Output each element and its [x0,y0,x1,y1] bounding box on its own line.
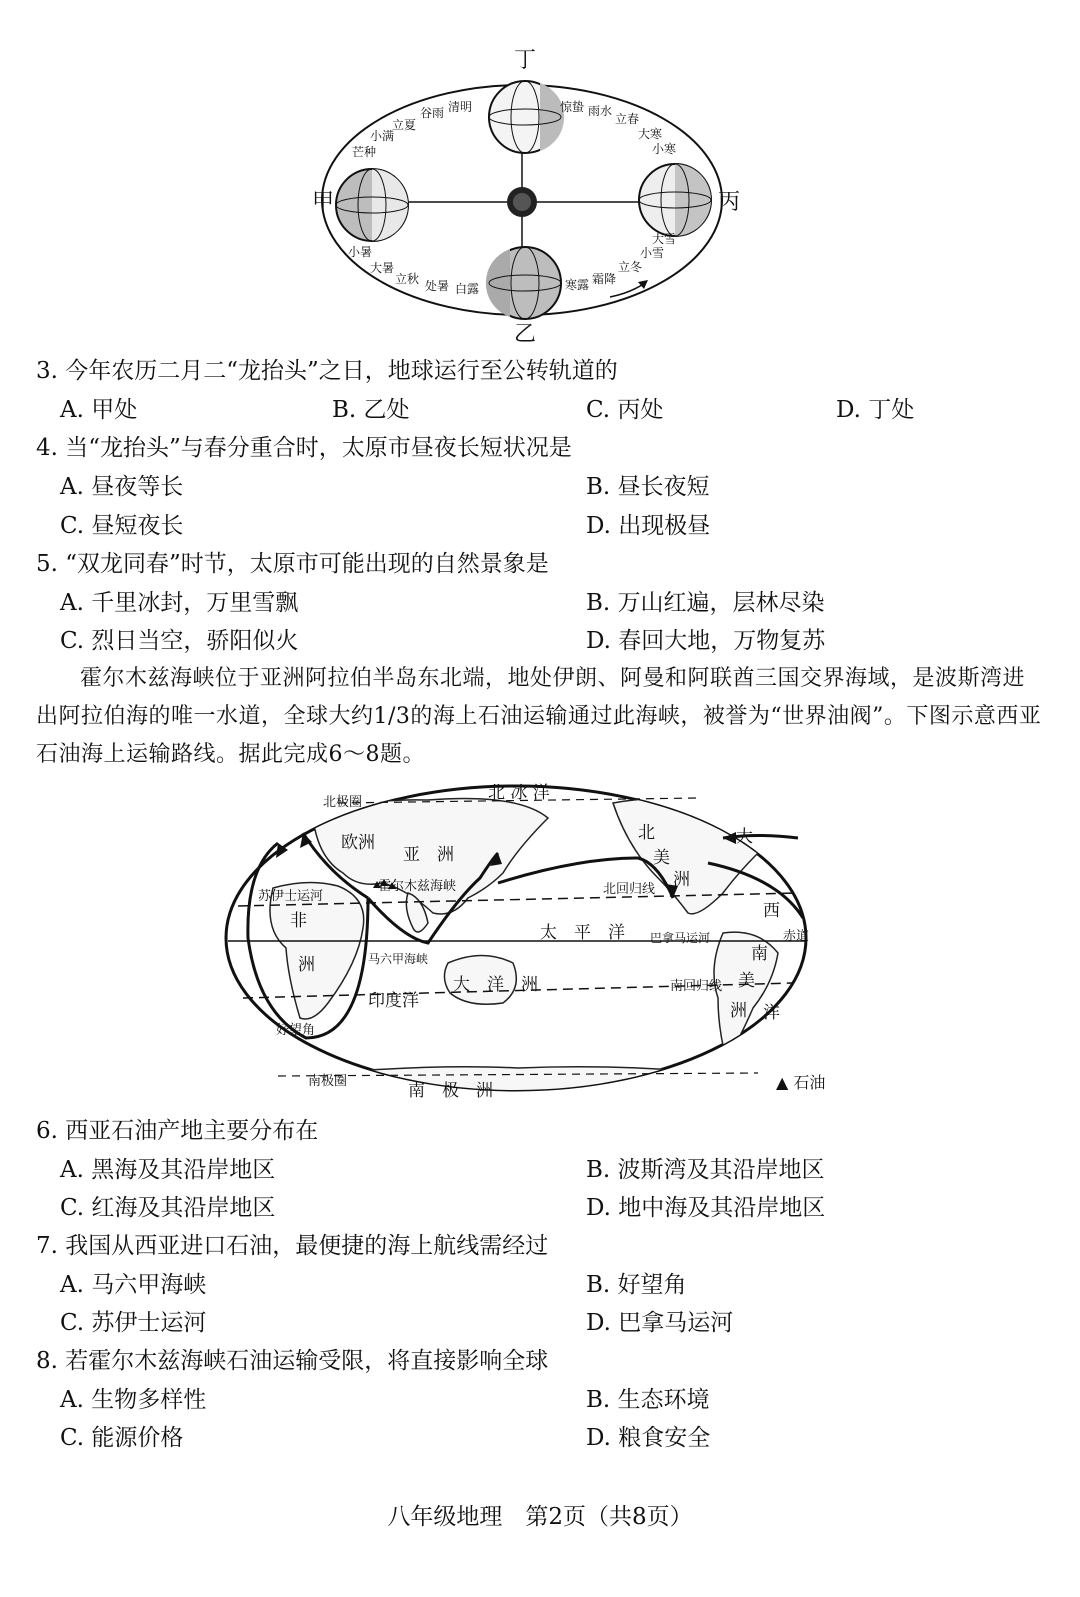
label-north-america-2: 美 [653,848,670,868]
q7-option-a[interactable]: A. 马六甲海峡 [60,1272,207,1298]
q4-option-a[interactable]: A. 昼夜等长 [60,474,184,500]
q4-option-c[interactable]: C. 昼短夜长 [60,513,184,539]
q5-option-d[interactable]: D. 春回大地，万物复苏 [586,628,826,654]
label-tropic-capricorn: 南回归线 [670,979,723,994]
q5-option-b[interactable]: B. 万山红遍，层林尽染 [586,590,825,616]
question-3-stem: 3. 今年农历二月二“龙抬头”之日，地球运行至公转轨道的 [36,358,618,384]
globe-bing [639,164,711,236]
label-arctic-circle: 北极圈 [323,795,363,810]
q7-option-b[interactable]: B. 好望角 [586,1272,687,1298]
term: 处暑 [425,279,450,293]
q8-option-a[interactable]: A. 生物多样性 [60,1387,207,1413]
label-yi: 乙 [514,322,537,345]
question-8-stem: 8. 若霍尔木兹海峡石油运输受限，将直接影响全球 [36,1348,549,1374]
term: 小暑 [348,245,373,259]
term: 立夏 [392,118,417,132]
q6-option-c[interactable]: C. 红海及其沿岸地区 [60,1195,276,1221]
label-atlantic-1: 大 [736,827,753,847]
term: 大暑 [370,261,395,275]
question-4-stem: 4. 当“龙抬头”与春分重合时，太原市昼夜长短状况是 [36,435,572,461]
label-south-america-3: 洲 [730,1001,747,1021]
q7-option-c[interactable]: C. 苏伊士运河 [60,1310,207,1336]
term: 白露 [455,282,480,296]
label-good-hope: 好望角 [276,1023,316,1038]
term: 芒种 [352,145,377,159]
reading-passage: 霍尔木兹海峡位于亚洲阿拉伯半岛东北端，地处伊朗、阿曼和阿联酋三国交界海域，是波斯湾进出阿拉伯海的唯一水道，全球大约1/3的海上石油运输通过此海峡，被誉为“世界油阀”。下图示意西亚石油海上运输路线。据此完成6～8题。 [36,666,1042,767]
term: 立秋 [395,272,420,286]
label-panama: 巴拿马运河 [650,931,711,945]
label-antarctica: 南 极 洲 [408,1081,493,1101]
term: 惊蛰 [560,100,585,114]
label-africa-2: 洲 [298,955,315,975]
page-footer: 八年级地理 第2页（共8页） [387,1504,693,1530]
label-oceania: 大 洋 洲 [453,975,538,995]
question-7-stem: 7. 我国从西亚进口石油，最便捷的海上航线需经过 [36,1233,549,1259]
label-indian-ocean: 印度洋 [368,991,419,1011]
q8-option-c[interactable]: C. 能源价格 [60,1425,184,1451]
term: 小寒 [652,142,677,156]
label-north-america-1: 北 [638,823,655,843]
label-africa-1: 非 [290,911,307,931]
q8-option-d[interactable]: D. 粮食安全 [586,1425,711,1451]
question-5-stem: 5. “双龙同春”时节，太原市可能出现的自然景象是 [36,551,549,577]
term: 小雪 [640,246,665,260]
label-south-america-1: 南 [751,944,768,964]
label-atlantic-3: 洋 [763,1003,780,1023]
term: 寒露 [565,278,590,292]
term: 立春 [615,112,640,126]
label-hormuz: 霍尔木兹海峡 [378,879,457,894]
label-pacific: 太 平 洋 [540,923,625,943]
label-malacca: 马六甲海峡 [368,952,429,966]
label-north-america-3: 洲 [673,870,690,890]
q7-option-d[interactable]: D. 巴拿马运河 [586,1310,734,1336]
label-antarctic-circle: 南极圈 [308,1074,348,1089]
q8-option-b[interactable]: B. 生态环境 [586,1387,710,1413]
term: 谷雨 [420,106,445,120]
q3-option-d[interactable]: D. 丁处 [836,397,915,423]
west-asia-oil-route-map [218,778,838,1108]
q3-option-c[interactable]: C. 丙处 [586,397,664,423]
label-ding: 丁 [514,48,537,73]
q6-option-b[interactable]: B. 波斯湾及其沿岸地区 [586,1157,825,1183]
term: 大寒 [638,127,663,141]
term: 雨水 [588,104,613,118]
term: 立冬 [618,260,643,274]
earth-orbit-diagram [300,45,760,345]
q3-option-b[interactable]: B. 乙处 [332,397,410,423]
label-atlantic-2: 西 [763,901,780,921]
label-equator: 赤道 [783,929,810,944]
globe-ding [489,81,564,153]
q5-option-a[interactable]: A. 千里冰封，万里雪飘 [60,590,299,616]
label-jia: 甲 [312,190,335,215]
globe-yi [486,247,561,319]
oil-legend-label: 石油 [793,1073,826,1092]
label-arctic-ocean: 北 冰 洋 [488,783,550,803]
label-south-america-2: 美 [738,971,755,991]
q3-option-a[interactable]: A. 甲处 [60,397,138,423]
label-bing: 丙 [718,190,741,215]
q4-option-d[interactable]: D. 出现极昼 [586,513,711,539]
q4-option-b[interactable]: B. 昼长夜短 [586,474,710,500]
question-6-stem: 6. 西亚石油产地主要分布在 [36,1118,319,1144]
globe-jia [336,169,408,241]
label-tropic-cancer: 北回归线 [603,882,656,897]
q6-option-a[interactable]: A. 黑海及其沿岸地区 [60,1157,276,1183]
q6-option-d[interactable]: D. 地中海及其沿岸地区 [586,1195,826,1221]
q5-option-c[interactable]: C. 烈日当空，骄阳似火 [60,628,299,654]
term: 小满 [370,129,395,143]
oil-legend-icon: ▲ [776,1073,789,1092]
term: 大雪 [652,232,677,246]
term: 霜降 [592,272,617,286]
label-suez: 苏伊士运河 [258,889,324,904]
map-legend [776,1070,825,1093]
term: 清明 [448,100,473,114]
label-asia: 亚 洲 [403,845,454,865]
label-europe: 欧洲 [341,833,375,853]
